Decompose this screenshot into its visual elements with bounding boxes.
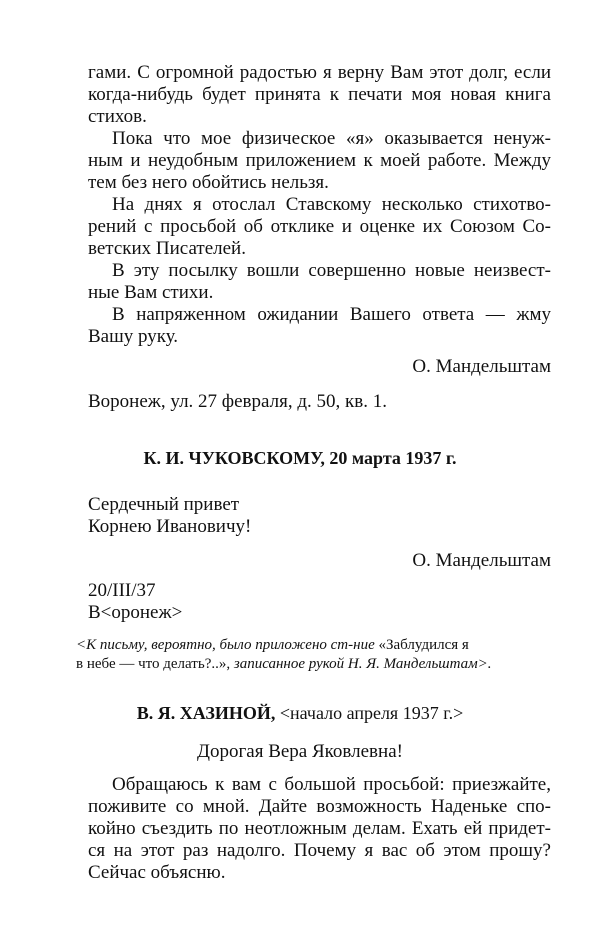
text-line: стихов. bbox=[88, 106, 147, 127]
text-line: На днях я отослал Ставскому несколько стихотво- bbox=[112, 194, 551, 215]
addressee: К. И. ЧУКОВСКОМУ, bbox=[143, 448, 325, 468]
place-line: В<оронеж> bbox=[88, 602, 183, 623]
text-line: Сейчас объясню. bbox=[88, 862, 226, 883]
text-line: тем без него обойтись нельзя. bbox=[88, 172, 329, 193]
editorial-note bbox=[76, 655, 554, 674]
letter-heading bbox=[40, 447, 560, 469]
text-line: рений с просьбой об отклике и оценке их Союзом Со- bbox=[88, 216, 551, 237]
letter-date: 20 марта 1937 г. bbox=[329, 448, 457, 468]
note-quote: «Заблудился я bbox=[378, 637, 469, 653]
text-line: ные Вам стихи. bbox=[88, 282, 214, 303]
signature: О. Мандельштам bbox=[412, 356, 551, 377]
text-line: ся на этот раз надолго. Почему я вас об этом прошу? bbox=[88, 840, 551, 861]
text-line: Пока что мое физическое «я» оказывается ненуж- bbox=[112, 128, 551, 149]
address: Воронеж, ул. 27 февраля, д. 50, кв. 1. bbox=[88, 391, 387, 412]
greeting: Дорогая Вера Яковлевна! bbox=[197, 741, 403, 762]
text-line: В эту посылку вошли совершенно новые неизвест- bbox=[112, 260, 551, 281]
addressee: В. Я. ХАЗИНОЙ, bbox=[136, 703, 276, 723]
editorial-note bbox=[76, 636, 554, 655]
letter-date: <начало апреля 1937 г.> bbox=[279, 703, 464, 723]
letter-heading bbox=[40, 702, 560, 724]
signature: О. Мандельштам bbox=[412, 550, 551, 571]
note-quote: в небе — что делать?..», bbox=[76, 656, 231, 672]
text-line: Обращаюсь к вам с большой просьбой: приезжайте, bbox=[112, 774, 551, 795]
text-line: койно съездить по неотложным делам. Ехать ей придет- bbox=[88, 818, 551, 839]
text-line: когда-нибудь будет принята к печати моя новая книга bbox=[88, 84, 551, 105]
text-line: гами. С огромной радостью я верну Вам этот долг, если bbox=[88, 62, 551, 83]
text-line: В напряженном ожидании Вашего ответа — жму bbox=[112, 304, 551, 325]
note-text: записанное рукой Н. Я. Мандельштам>. bbox=[233, 656, 492, 672]
text-line: Вашу руку. bbox=[88, 326, 179, 347]
text-line: поживите со мной. Дайте возможность Наденьке спо- bbox=[88, 796, 551, 817]
note-text: <К письму, вероятно, было приложено ст-ние bbox=[76, 637, 375, 653]
date-line: 20/III/37 bbox=[88, 580, 156, 601]
text-line: Сердечный привет bbox=[88, 494, 240, 515]
text-line: ным и неудобным приложением к моей работе. Между bbox=[88, 150, 551, 171]
text-line: ветских Писателей. bbox=[88, 238, 246, 259]
text-line: Корнею Ивановичу! bbox=[88, 516, 252, 537]
